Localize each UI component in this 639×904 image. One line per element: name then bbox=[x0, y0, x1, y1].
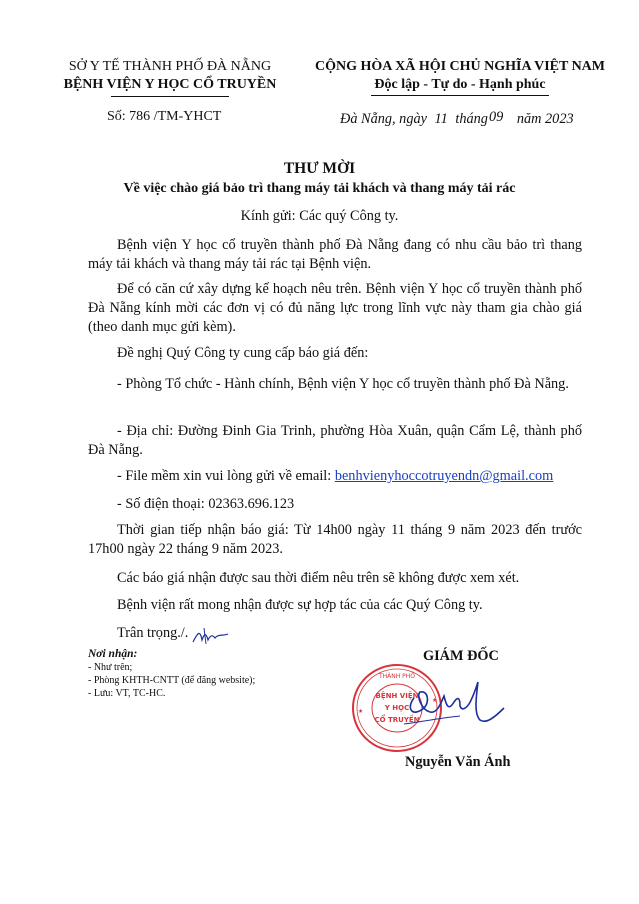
item-email bbox=[117, 467, 553, 486]
document-date bbox=[340, 111, 574, 128]
initials-signature bbox=[190, 626, 232, 648]
date-month-label: tháng bbox=[455, 111, 488, 127]
email-link[interactable]: benhvienyhoccotruyendn@gmail.com bbox=[334, 468, 554, 484]
date-year: năm 2023 bbox=[516, 111, 574, 127]
paragraph-request: Đề nghị Quý Công ty cung cấp báo giá đến: bbox=[117, 345, 369, 361]
motto: Độc lập - Tự do - Hạnh phúc bbox=[374, 77, 546, 92]
document-number: Số: 786 /TM-YHCT bbox=[107, 109, 222, 124]
stamp-line: CỔ TRUYỀN bbox=[374, 716, 420, 724]
recipient-item: - Phòng KHTH-CNTT (để đăng website); bbox=[88, 675, 256, 686]
stamp-line: Y HỌC bbox=[384, 704, 410, 712]
stamp-line: BỆNH VIỆN bbox=[375, 692, 419, 700]
signer-position: GIÁM ĐỐC bbox=[423, 648, 499, 664]
national-motto-block bbox=[300, 58, 620, 96]
director-signature bbox=[400, 678, 510, 738]
stamp-text-top: THÀNH PHỐ bbox=[378, 673, 416, 680]
paragraph-cooperation: Bệnh viện rất mong nhận được sự hợp tác của các Quý Công ty. bbox=[117, 597, 483, 613]
svg-text:★: ★ bbox=[357, 707, 365, 715]
greeting: Kính gửi: Các quý Công ty. bbox=[240, 208, 399, 224]
issuer-department: SỞ Y TẾ THÀNH PHỐ ĐÀ NẴNG bbox=[68, 59, 272, 74]
motto-underline bbox=[371, 95, 549, 96]
paragraph-need: Bệnh viện Y học cổ truyền thành phố Đà Nẵng đang có nhu cầu bảo trì thang máy tải khách và thang máy tải rác tại Bệnh viện. bbox=[88, 237, 582, 272]
item-address: - Địa chỉ: Đường Đinh Gia Trinh, phường Hòa Xuân, quận Cẩm Lệ, thành phố Đà Nẵng. bbox=[88, 423, 582, 458]
closing: Trân trọng./. bbox=[117, 625, 189, 641]
svg-text:★: ★ bbox=[432, 697, 438, 704]
item-department: - Phòng Tổ chức - Hành chính, Bệnh viện Y học cổ truyền thành phố Đà Nẵng. bbox=[117, 376, 569, 392]
document-subject: Về việc chào giá bảo trì thang máy tải khách và thang máy tải rác bbox=[123, 181, 516, 196]
recipient-item: - Lưu: VT, TC-HC. bbox=[88, 688, 166, 699]
document-title: THƯ MỜI bbox=[283, 160, 356, 177]
recipients-heading: Nơi nhận: bbox=[88, 648, 138, 660]
country-name: CỘNG HÒA XÃ HỘI CHỦ NGHĨA VIỆT NAM bbox=[314, 59, 605, 74]
paragraph-late-notice: Các báo giá nhận được sau thời điểm nêu trên sẽ không được xem xét. bbox=[117, 570, 520, 586]
email-label: - File mềm xin vui lòng gửi về email: bbox=[117, 468, 335, 484]
issuer-hospital: BỆNH VIỆN Y HỌC CỔ TRUYỀN bbox=[63, 77, 277, 92]
date-month: 09 bbox=[488, 109, 504, 125]
issuer-block bbox=[50, 58, 290, 97]
recipient-item: - Như trên; bbox=[88, 662, 133, 673]
recipients-block bbox=[88, 647, 255, 700]
paragraph-timeframe: Thời gian tiếp nhận báo giá: Từ 14h00 ngày 11 tháng 9 năm 2023 đến trước 17h00 ngày 22 tháng 9 năm 2023. bbox=[88, 522, 582, 557]
item-phone: - Số điện thoại: 02363.696.123 bbox=[117, 496, 295, 512]
signer-name: Nguyễn Văn Ánh bbox=[405, 754, 511, 770]
issuer-underline bbox=[111, 96, 229, 97]
date-place: Đà Nẵng, ngày bbox=[340, 111, 427, 127]
paragraph-invitation: Để có căn cứ xây dựng kế hoạch nêu trên. Bệnh viện Y học cổ truyền thành phố Đà Nẵng kính mời các đơn vị có đủ năng lực trong lĩnh vực này tham gia chào giá (theo danh mục gửi kèm). bbox=[88, 281, 582, 335]
date-day: 11 bbox=[434, 111, 448, 127]
